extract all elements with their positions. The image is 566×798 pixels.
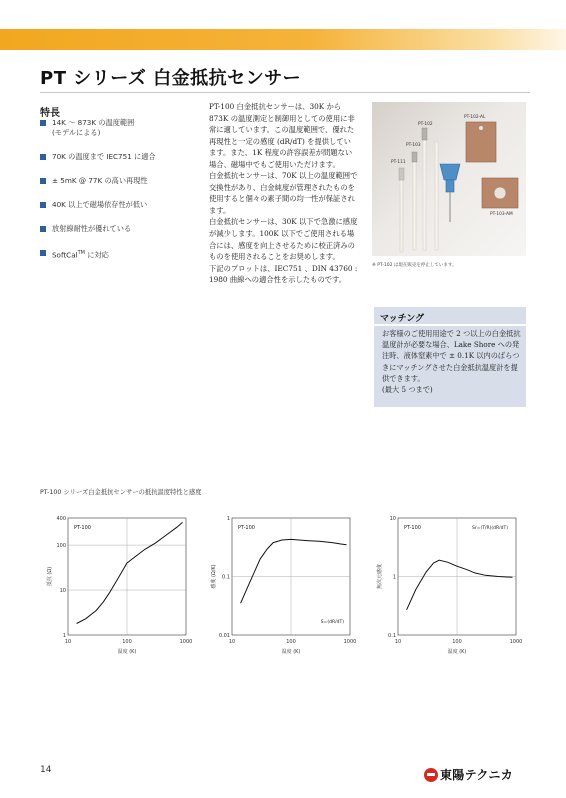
series-line — [77, 522, 183, 623]
y-axis-label: 無次元感度 — [377, 563, 383, 590]
chart-series-label: PT-100 — [404, 525, 421, 531]
page-title: PT シリーズ 白金抵抗センサー — [40, 68, 302, 89]
photo-label-pt102al: PT-102-AL — [464, 115, 486, 120]
matching-divider — [374, 324, 526, 326]
y-tick-label: 1 — [226, 516, 230, 522]
matching-paragraph: (最大 5 つまで) — [382, 385, 433, 395]
matching-paragraph: お客様のご使用用途で 2 つ以上の白金抵抗温度計が必要な場合、Lake Shore への発注時、液体窒素中で ± 0.1K 以内のばらつきにマッチングさせた白金抵抗温度計を提供できます。 — [382, 329, 521, 383]
x-tick-label: 10 — [64, 639, 72, 645]
feature-text — [52, 248, 200, 260]
product-photo — [372, 102, 526, 256]
y-tick-label: 1 — [62, 633, 66, 639]
bullet-square-icon — [40, 202, 46, 208]
x-axis-label: 温度 (K) — [117, 649, 137, 655]
chart-annotation: S=(dR/dT) — [320, 620, 344, 625]
x-axis-label: 温度 (K) — [447, 649, 467, 655]
feature-item — [40, 176, 200, 186]
y-axis-label: 感度 (Ω/K) — [211, 564, 217, 589]
x-tick-label: 100 — [452, 639, 462, 645]
feature-text-main: SoftCal — [52, 250, 78, 260]
y-tick-label: 0.1 — [222, 574, 230, 581]
feature-item — [40, 248, 200, 260]
y-tick-label: 10 — [389, 516, 396, 522]
feature-item — [40, 200, 200, 210]
x-tick-label: 1000 — [179, 639, 193, 645]
y-tick-label: 100 — [56, 543, 66, 550]
bullet-square-icon — [40, 178, 46, 184]
bullet-square-icon — [40, 226, 46, 232]
features-heading: 特長 — [40, 108, 60, 119]
feature-text: 40K 以上で磁場依存性が低い — [52, 200, 148, 209]
bullet-square-icon — [40, 250, 46, 256]
description-paragraph: 下記のプロットは、IEC751 、DIN 43760 : 1980 曲線への適合性を示したものです。 — [209, 263, 358, 285]
y-tick-label: 0.01 — [218, 633, 230, 639]
feature-item — [40, 152, 200, 162]
features-list — [40, 118, 200, 274]
matching-heading: マッチング — [380, 314, 425, 324]
photo-label-pt111: PT-111 — [391, 160, 406, 165]
bullet-square-icon — [40, 120, 46, 126]
feature-item — [40, 224, 200, 234]
description-paragraph: 白金抵抗センサーは、30K 以下で急激に感度が減少します。100K 以下でご使用される場合には、感度を向上させるために校正済みのものを使用されることをお奨めします。 — [209, 217, 358, 262]
title-divider — [40, 92, 530, 93]
chart-series-label: PT-100 — [74, 525, 91, 531]
x-axis-label: 温度 (K) — [281, 649, 301, 655]
x-tick-label: 1000 — [343, 639, 357, 645]
matching-box — [374, 307, 526, 407]
series-line — [241, 539, 347, 603]
chart-annotation: Sr=(T/R)(dR/dT) — [472, 526, 508, 531]
y-tick-label: 1 — [392, 574, 396, 581]
y-tick-label: 0.1 — [388, 633, 396, 639]
sensor-illustration — [372, 102, 526, 256]
feature-text-suffix: に対応 — [84, 250, 109, 260]
chart-series-label: PT-100 — [238, 525, 255, 531]
sensitivity-chart — [204, 506, 360, 666]
x-tick-label: 10 — [228, 639, 236, 645]
x-tick-label: 100 — [122, 639, 132, 645]
header-color-bar — [0, 29, 566, 50]
x-tick-label: 10 — [394, 639, 402, 645]
description-paragraph: 白金抵抗センサーは、70K 以上の温度範囲で交換性があり、白金純度が管理されたものを使用すると個々の素子間の均一性が保証されます。 — [209, 171, 358, 215]
photo-label-pt102: PT-102 — [418, 122, 433, 127]
y-tick-label: 400 — [56, 516, 66, 522]
description-paragraph: PT-100 白金抵抗センサーは、30K から 873K の温度測定と制御用としての使用に非常に適しています。この温度範囲で、優れた再現性と一定の感度 (dR/dT) を提供しています。また、1K 程度の許容誤差が問題ない場合、磁場中でもご使用いただけます。 — [209, 102, 355, 169]
photo-label-pt103am: PT-103-AM — [490, 212, 513, 217]
logo-text: 東陽テクニカ — [440, 768, 514, 782]
y-axis-label: 抵抗 (Ω) — [47, 566, 53, 587]
photo-caption: ※ PT-102 は現在販売を停止しています。 — [372, 263, 457, 268]
matching-body — [382, 328, 522, 395]
x-tick-label: 100 — [286, 639, 296, 645]
series-line — [407, 560, 513, 610]
feature-trademark: TM — [77, 250, 85, 256]
bullet-square-icon — [40, 154, 46, 160]
feature-text: (モデルによる) — [52, 128, 101, 137]
charts-heading: PT-100 シリーズ白金抵抗センサーの抵抗温度特性と感度 — [40, 489, 202, 496]
feature-text: 放射線耐性が優れている — [52, 224, 132, 233]
feature-text: ± 5mK @ 77K の高い再現性 — [52, 176, 148, 185]
page-number: 14 — [40, 765, 52, 775]
logo-mark-icon — [424, 768, 438, 782]
dimensionless-sensitivity-chart — [370, 506, 526, 666]
feature-text: 70K の温度まで IEC751 に適合 — [52, 152, 156, 161]
y-tick-label: 10 — [59, 588, 66, 595]
photo-label-pt103: PT-103 — [406, 143, 421, 148]
company-logo — [424, 764, 513, 780]
description-text — [209, 101, 358, 286]
feature-text: 14K ～ 873K の温度範囲 — [52, 118, 135, 127]
resistance-chart — [40, 506, 196, 666]
x-tick-label: 1000 — [509, 639, 523, 645]
feature-item — [40, 118, 200, 138]
